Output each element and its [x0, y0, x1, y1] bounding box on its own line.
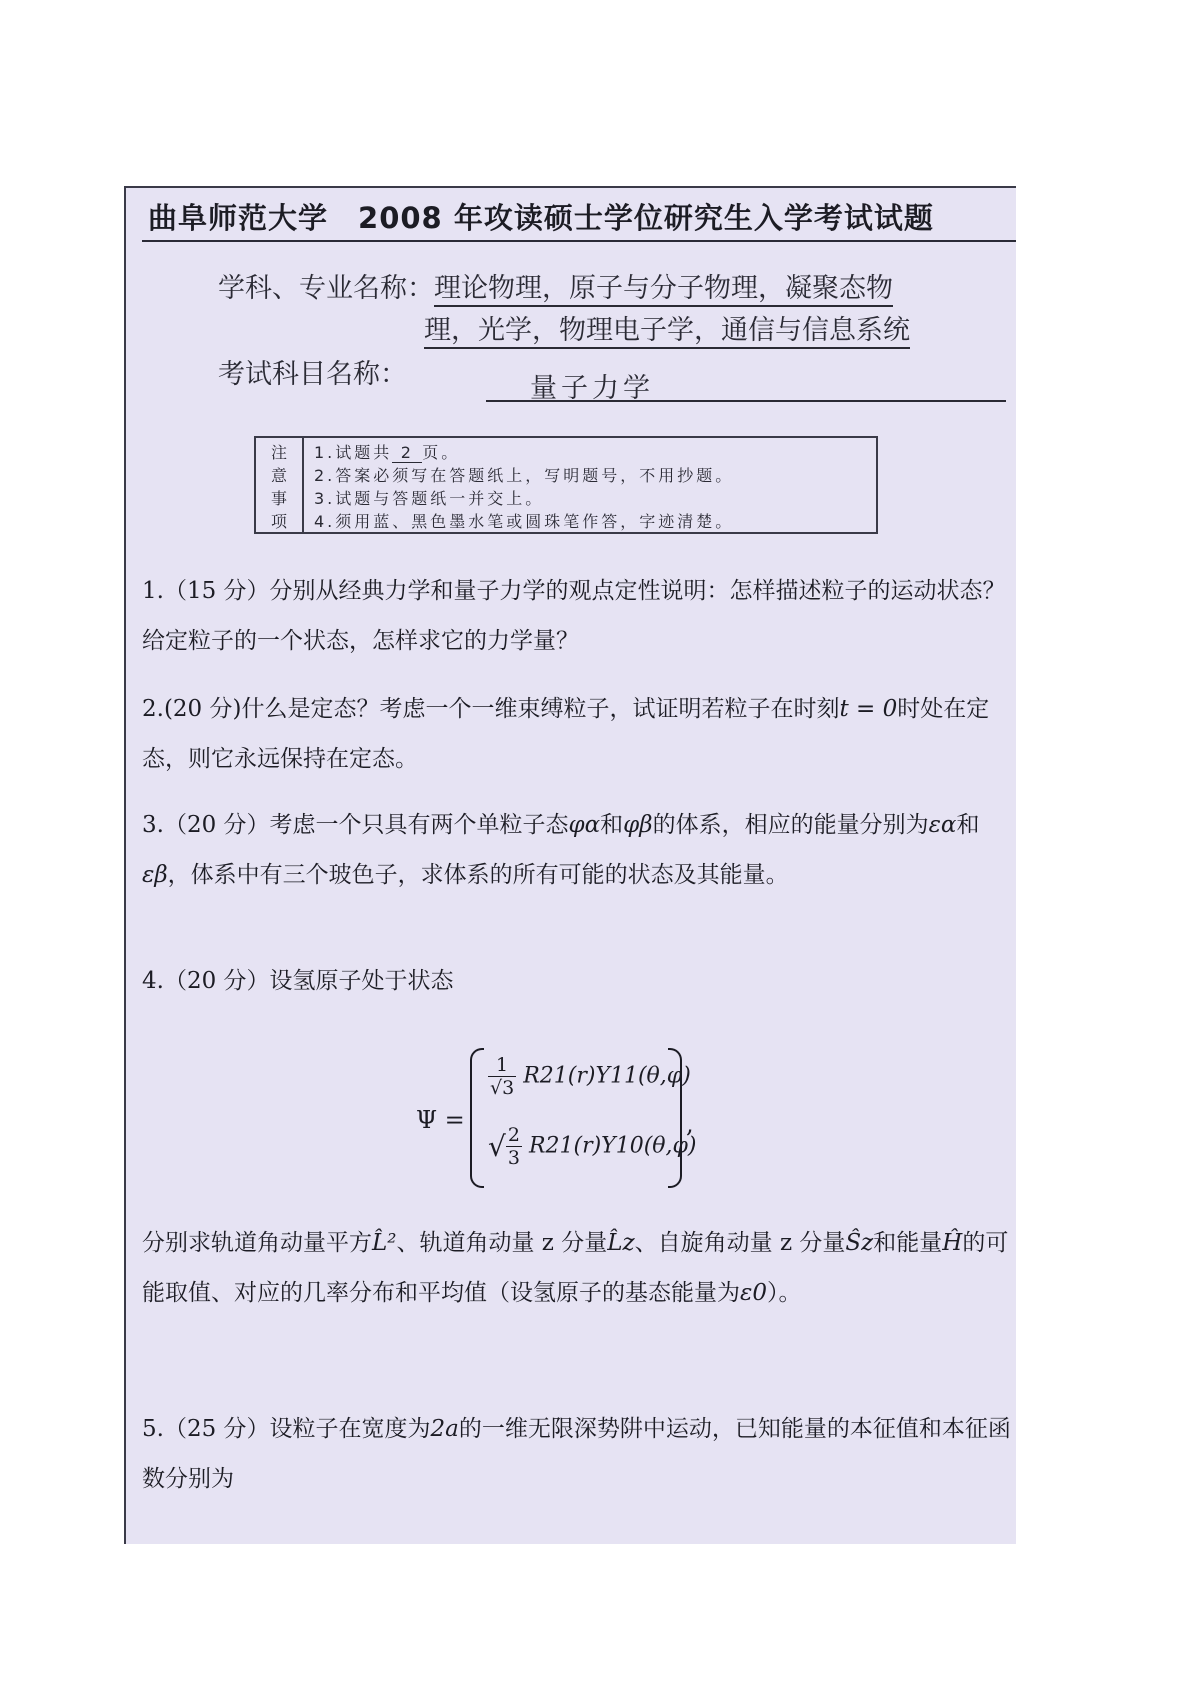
notice-item-text: 1.试题共 [314, 443, 393, 462]
fraction-num: 1 [488, 1054, 516, 1077]
energy-eps-alpha: εα [928, 812, 957, 838]
notice-item-1 [314, 440, 866, 463]
question-4-text-d: 和能量 [873, 1230, 943, 1256]
psi-component-1: R21(r)Y11(θ,φ) [523, 1063, 691, 1089]
state-phi-beta: φβ [623, 812, 653, 838]
exam-year-title: 2008 年攻读硕士学位研究生入学考试试题 [358, 201, 934, 235]
question-5-text: 5.（25 分）设粒子在宽度为 [142, 1416, 431, 1442]
course-underline [486, 400, 1006, 402]
operator-L2: L̂² [372, 1230, 397, 1256]
notice-label [256, 438, 304, 532]
notice-items [304, 438, 876, 532]
question-4-text: 分别求轨道角动量平方 [142, 1230, 372, 1256]
operator-Lz: L̂z [607, 1230, 635, 1256]
operator-Sz: Ŝz [845, 1230, 874, 1256]
time-expression: t = 0 [839, 696, 898, 722]
question-1-text: 1.（15 分）分别从经典力学和量子力学的观点定性说明：怎样描述粒子的运动状态？给定粒子的一个状态，怎样求它的力学量？ [142, 578, 1006, 654]
conjunction: 和 [600, 812, 624, 838]
question-4-intro-text: 4.（20 分）设氢原子处于状态 [142, 968, 454, 994]
course-value: 量子力学 [530, 373, 654, 404]
conjunction: 和 [956, 812, 980, 838]
notice-item-3: 3.试题与答题纸一并交上。 [314, 489, 545, 508]
right-paren [668, 1048, 682, 1188]
question-4 [142, 1218, 1012, 1318]
question-4-text-e: 的可能取值、对应的几率分布和平均值（设氢原子的基态能量为 [142, 1230, 1009, 1306]
well-width: 2a [430, 1416, 459, 1442]
question-4-text-c: 、自旋角动量 z 分量 [634, 1230, 846, 1256]
psi-component-2: R21(r)Y10(θ,φ) [528, 1133, 697, 1159]
title-underline [142, 240, 1016, 242]
page-count: 2 [392, 443, 422, 463]
notice-label-char: 意 [270, 466, 287, 485]
question-4-text-b: 、轨道角动量 z 分量 [396, 1230, 608, 1256]
subject-line-1 [218, 266, 893, 305]
notice-item-text: 页。 [422, 443, 461, 462]
fraction-1 [488, 1054, 516, 1099]
notice-label-char: 注 [270, 443, 287, 462]
notice-label-char: 事 [270, 489, 287, 508]
course-label: 考试科目名称： [218, 359, 407, 390]
fraction-den: √3 [490, 1077, 515, 1099]
notice-label-char: 项 [270, 512, 287, 531]
question-4-text-f: ）。 [766, 1280, 802, 1306]
state-phi-alpha: φα [568, 812, 601, 838]
question-3-text-cont: 的体系，相应的能量分别为 [652, 812, 929, 838]
question-2-text: 2.(20 分)什么是定态？考虑一个一维束缚粒子，试证明若粒子在时刻 [142, 696, 840, 722]
sqrt-sign: √ [488, 1130, 506, 1163]
ground-energy: ε0 [740, 1280, 767, 1306]
notice-item-2: 2.答案必须写在答题纸上，写明题号，不用抄题。 [314, 466, 735, 485]
left-paren [470, 1048, 484, 1188]
question-2 [142, 684, 1012, 784]
question-2-text-cont: 时处在定态，则它永远保持在定态。 [142, 696, 990, 772]
notice-item-4: 4.须用蓝、黑色墨水笔或圆珠笔作答，字迹清楚。 [314, 512, 735, 531]
fraction-den: 3 [507, 1147, 520, 1169]
university-name: 曲阜师范大学 [148, 201, 329, 235]
psi-formula [416, 1048, 696, 1198]
question-3-text-end: ，体系中有三个玻色子，求体系的所有可能的状态及其能量。 [167, 862, 789, 888]
question-4-intro [142, 956, 1012, 1006]
subject-line-2 [424, 308, 910, 347]
subject-majors-1: 理论物理，原子与分子物理，凝聚态物 [434, 273, 893, 307]
operator-H: Ĥ [942, 1230, 963, 1256]
question-1 [142, 566, 1012, 666]
psi-symbol: Ψ = [416, 1106, 465, 1134]
subject-label: 学科、专业名称： [218, 273, 434, 304]
fraction-2 [506, 1124, 522, 1169]
psi-row-1 [488, 1054, 691, 1099]
formula-comma: , [686, 1110, 694, 1138]
notice-box [254, 436, 878, 534]
exam-title [148, 196, 1004, 237]
psi-row-2 [488, 1124, 697, 1169]
energy-eps-beta: εβ [142, 862, 168, 888]
subject-majors-2: 理，光学，物理电子学，通信与信息系统 [424, 315, 910, 349]
question-5-text-cont: 的一维无限深势阱中运动，已知能量的本征值和本征函数分别为 [142, 1416, 1011, 1492]
exam-sheet [124, 186, 1016, 1544]
question-5 [142, 1404, 1012, 1504]
fraction-num: 2 [507, 1124, 520, 1146]
question-3-text: 3.（20 分）考虑一个只具有两个单粒子态 [142, 812, 569, 838]
question-3 [142, 800, 1012, 900]
